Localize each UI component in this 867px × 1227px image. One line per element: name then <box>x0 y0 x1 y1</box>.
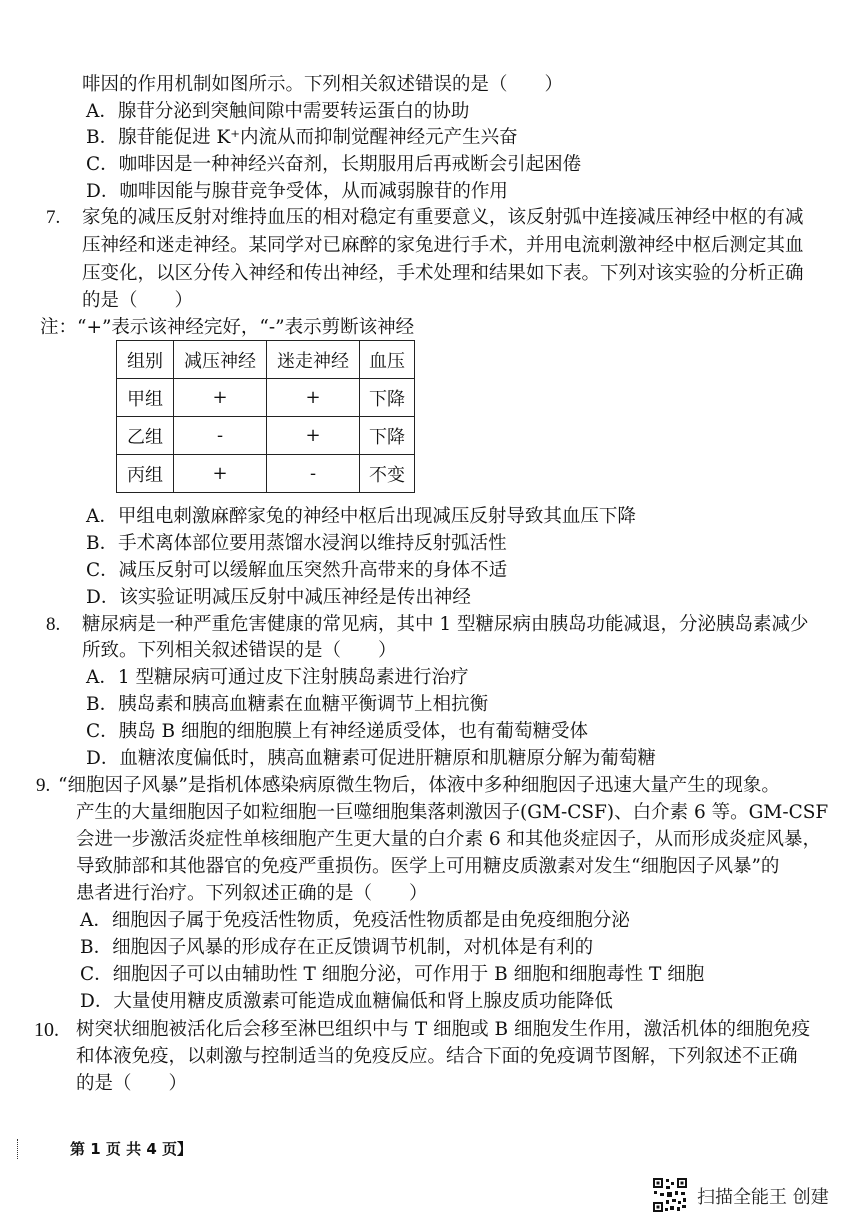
q8-number: 8. <box>46 614 61 635</box>
q6-stem-tail: 啡因的作用机制如图所示。下列相关叙述错误的是（ ） <box>82 74 564 95</box>
table-cell: + <box>174 379 267 417</box>
q7-stem-line-4: 的是（ ） <box>82 290 194 311</box>
q7-note: 注：“+”表示该神经完好，“-”表示剪断该神经 <box>40 317 415 338</box>
q7-stem-line-2: 压神经和迷走神经。某同学对已麻醉的家兔进行手术，并用电流刺激神经中枢后测定其血 <box>82 235 804 256</box>
table-cell: 下降 <box>360 417 415 455</box>
page-footer: 第 1 页 共 4 页】 <box>70 1140 192 1158</box>
q9-stem-line-1: “细胞因子风暴”是指机体感染病原微生物后，体液中多种细胞因子迅速大量产生的现象。 <box>58 775 780 796</box>
table-header-cell: 血压 <box>360 341 415 379</box>
q7-number: 7. <box>46 207 61 228</box>
q7-option-b: B．手术离体部位要用蒸馏水浸润以维持反射弧活性 <box>86 533 507 554</box>
table-header-cell: 迷走神经 <box>267 341 360 379</box>
table-cell: 丙组 <box>117 455 174 493</box>
q10-number: 10. <box>34 1019 59 1041</box>
table-cell: 甲组 <box>117 379 174 417</box>
q6-option-b: B．腺苷能促进 K⁺内流从而抑制觉醒神经元产生兴奋 <box>86 127 518 148</box>
q7-option-a: A．甲组电刺激麻醉家兔的神经中枢后出现减压反射导致其血压下降 <box>86 506 636 527</box>
table-header-cell: 组别 <box>117 341 174 379</box>
table-cell: 乙组 <box>117 417 174 455</box>
q6-option-d: D．咖啡因能与腺苷竞争受体，从而减弱腺苷的作用 <box>86 181 508 202</box>
q9-option-b: B．细胞因子风暴的形成存在正反馈调节机制，对机体是有利的 <box>80 937 594 958</box>
q9-stem-line-3: 会进一步激活炎症性单核细胞产生更大量的白介素 6 和其他炎症因子，从而形成炎症风暴， <box>76 829 822 850</box>
q9-option-c: C．细胞因子可以由辅助性 T 细胞分泌，可作用于 B 细胞和细胞毒性 T 细胞 <box>80 964 705 985</box>
q7-option-c: C．减压反射可以缓解血压突然升高带来的身体不适 <box>86 560 508 581</box>
q9-stem-line-5: 患者进行治疗。下列叙述正确的是（ ） <box>76 883 428 904</box>
q8-stem-line-1: 糖尿病是一种严重危害健康的常见病，其中 1 型糖尿病由胰岛功能减退，分泌胰岛素减少 <box>82 614 809 635</box>
q9-stem-line-2: 产生的大量细胞因子如粒细胞一巨噬细胞集落刺激因子(GM-CSF)、白介素 6 等。GM-CSF <box>76 802 829 823</box>
table-row <box>117 379 415 417</box>
q10-stem-line-1: 树突状细胞被活化后会移至淋巴组织中与 T 细胞或 B 细胞发生作用，激活机体的细胞免疫 <box>76 1019 810 1040</box>
table-cell: - <box>267 455 360 493</box>
q7-stem-line-1: 家兔的减压反射对维持血压的相对稳定有重要意义，该反射弧中连接减压神经中枢的有减 <box>82 207 804 228</box>
table-cell: 下降 <box>360 379 415 417</box>
q7-option-d: D．该实验证明减压反射中减压神经是传出神经 <box>86 587 471 608</box>
q9-number: 9. <box>36 775 51 796</box>
q8-option-d: D．血糖浓度偏低时，胰高血糖素可促进肝糖原和肌糖原分解为葡萄糖 <box>86 748 656 769</box>
table-cell: + <box>267 417 360 455</box>
q7-stem-line-3: 压变化，以区分传入神经和传出神经，手术处理和结果如下表。下列对该实验的分析正确 <box>82 263 804 284</box>
q9-option-d: D．大量使用糖皮质激素可能造成血糖偏低和肾上腺皮质功能降低 <box>80 991 613 1012</box>
table-row <box>117 455 415 493</box>
q8-option-c: C．胰岛 B 细胞的细胞膜上有神经递质受体，也有葡萄糖受体 <box>86 721 589 742</box>
q10-stem-line-2: 和体液免疫，以刺激与控制适当的免疫反应。结合下面的免疫调节图解，下列叙述不正确 <box>76 1046 798 1067</box>
q10-stem-line-3: 的是（ ） <box>76 1073 188 1094</box>
q8-option-b: B．胰岛素和胰高血糖素在血糖平衡调节上相抗衡 <box>86 694 489 715</box>
table-cell: - <box>174 417 267 455</box>
q9-option-a: A．细胞因子属于免疫活性物质，免疫活性物质都是由免疫细胞分泌 <box>80 910 630 931</box>
table-row <box>117 417 415 455</box>
table-cell: + <box>267 379 360 417</box>
q8-option-a: A．1 型糖尿病可通过皮下注射胰岛素进行治疗 <box>86 667 469 688</box>
margin-mark <box>17 1139 20 1159</box>
table-cell: 不变 <box>360 455 415 493</box>
q6-option-c: C．咖啡因是一种神经兴奋剂，长期服用后再戒断会引起困倦 <box>86 154 582 175</box>
scanner-watermark-text: 扫描全能王 创建 <box>697 1187 829 1208</box>
table-cell: + <box>174 455 267 493</box>
q8-stem-line-2: 所致。下列相关叙述错误的是（ ） <box>82 640 397 661</box>
q6-option-a: A．腺苷分泌到突触间隙中需要转运蛋白的协助 <box>86 101 470 122</box>
qr-code-icon <box>652 1177 688 1213</box>
table-header-row <box>117 341 415 379</box>
table-header-cell: 减压神经 <box>174 341 267 379</box>
q7-results-table <box>116 340 415 493</box>
q9-stem-line-4: 导致肺部和其他器官的免疫严重损伤。医学上可用糖皮质激素对发生“细胞因子风暴”的 <box>76 856 780 877</box>
